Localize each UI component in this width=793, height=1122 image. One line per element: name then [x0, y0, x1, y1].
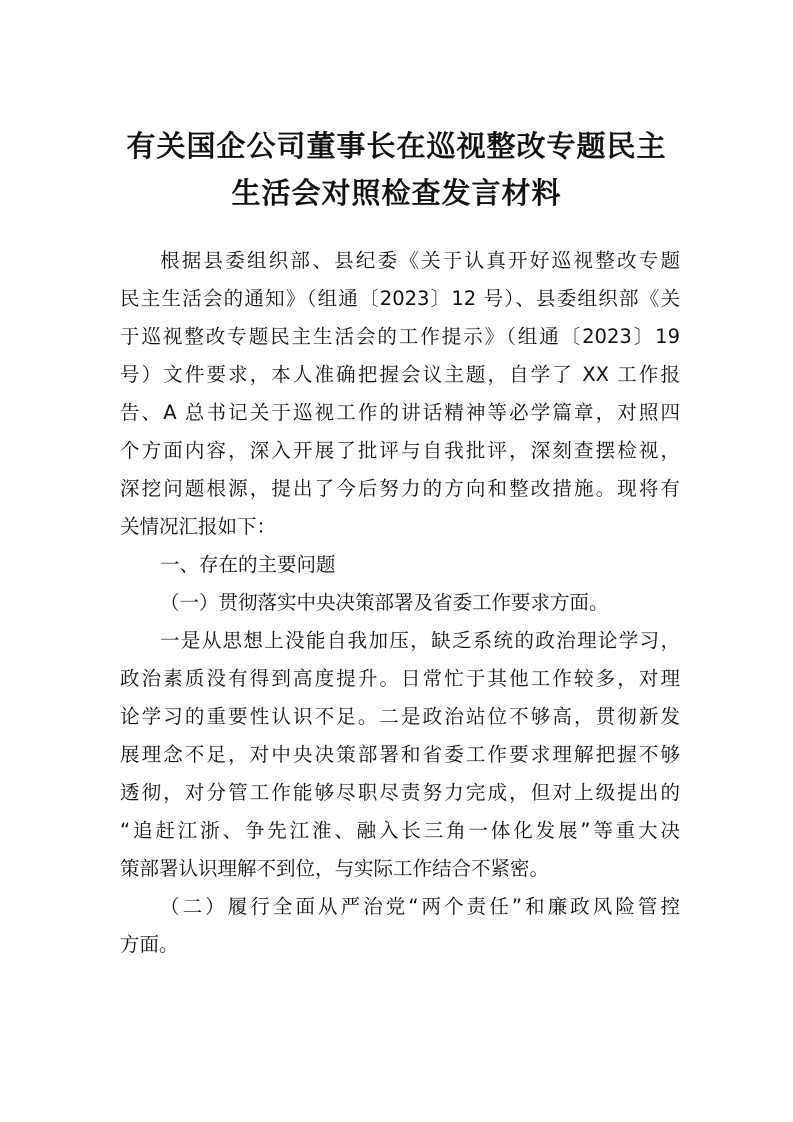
- paragraph-line: 展理念不足，对中央决策部署和省委工作要求理解把握不够: [120, 743, 680, 766]
- paragraph-line: 关情况汇报如下：: [120, 515, 277, 538]
- document-body: [120, 242, 680, 964]
- subsection-heading-continuation: 方面。: [120, 933, 179, 956]
- paragraph-line: 论学习的重要性认识不足。二是政治站位不够高，贯彻新发: [120, 705, 680, 728]
- paragraph-line: 一是从思想上没能自我加压，缺乏系统的政治理论学习，: [160, 629, 680, 652]
- paragraph-line: “追赶江浙、争先江淮、融入长三角一体化发展”等重大决: [120, 819, 680, 842]
- paragraph-line: 个方面内容，深入开展了批评与自我批评，深刻查摆检视，: [120, 439, 680, 462]
- paragraph-line: 政治素质没有得到高度提升。日常忙于其他工作较多，对理: [120, 667, 680, 690]
- section-heading: 一、存在的主要问题: [160, 553, 336, 576]
- paragraph-line: 号）文件要求，本人准确把握会议主题，自学了 XX 工作报: [120, 363, 680, 386]
- subsection-heading: （二）履行全面从严治党“两个责任”和廉政风险管控: [160, 895, 680, 918]
- paragraph-line: 告、A 总书记关于巡视工作的讲话精神等必学篇章，对照四: [120, 401, 680, 424]
- paragraph-line: 于巡视整改专题民主生活会的工作提示》（组通〔2023〕19: [120, 325, 680, 348]
- subsection-heading: （一）贯彻落实中央决策部署及省委工作要求方面。: [160, 591, 609, 614]
- document-title-line-1: 有关国企公司董事长在巡视整改专题民主: [126, 129, 667, 163]
- paragraph-line: 深挖问题根源，提出了今后努力的方向和整改措施。现将有: [120, 477, 680, 500]
- paragraph-line: 透彻，对分管工作能够尽职尽责努力完成，但对上级提出的: [120, 781, 680, 804]
- paragraph-line: 民主生活会的通知》（组通〔2023〕12 号）、县委组织部《关: [120, 287, 680, 310]
- document-title-line-2: 生活会对照检查发言材料: [231, 176, 562, 210]
- paragraph-line: 策部署认识理解不到位，与实际工作结合不紧密。: [120, 857, 550, 880]
- paragraph-line: 根据县委组织部、县纪委《关于认真开好巡视整改专题: [160, 249, 680, 272]
